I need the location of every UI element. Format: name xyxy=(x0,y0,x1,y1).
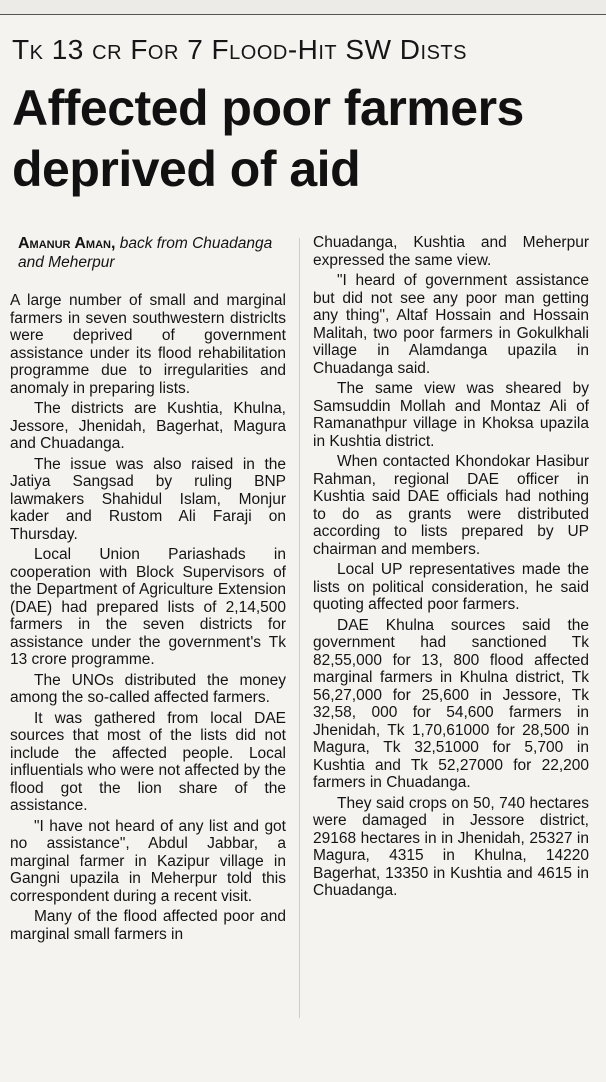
paragraph: They said crops on 50, 740 hectares were damaged in Jessore district, 29168 hectares in in Jhenidah, 25327 in Magura, 4315 in Khulna, 14220 Bagerhat, 13350 in Kushtia and 4615 in Chuadanga. xyxy=(313,794,589,899)
page-top-rule xyxy=(0,0,606,15)
paragraph: The same view was sheared by Samsuddin Mollah and Montaz Ali of Ramanathpur village in Khoksa upazila in Kushtia district. xyxy=(313,380,589,450)
paragraph: "I heard of government assistance but did not see any poor man getting any thing", Altaf Hossain and Hossain Malitah, two poor farmers in Gokulkhali village in Alamdanga upazila in Chuadanga said. xyxy=(313,272,589,377)
byline xyxy=(10,234,286,272)
main-headline xyxy=(12,78,602,200)
paragraph: The districts are Kushtia, Khulna, Jessore, Jhenidah, Bagerhat, Magura and Chuadanga. xyxy=(10,400,286,452)
paragraph: It was gathered from local DAE sources that most of the lists did not include the affected people. Local influentials who were not affected by the flood got the lion share of the assistance. xyxy=(10,709,286,814)
byline-location: back from Chuadanga and Meherpur xyxy=(18,235,273,271)
paragraph: DAE Khulna sources said the government had sanctioned Tk 82,55,000 for 13, 800 flood affected marginal farmers in Khulna district, Tk 56,27,000 for 25,600 in Jessore, Tk 32,58, 000 for 54,600 farmers in Jhenidah, Tk 1,70,61000 for 28,500 in Magura, Tk 32,51000 for 5,700 in Kushtia and Tk 52,27000 for 22,200 farmers in Chuadanga. xyxy=(313,616,589,791)
paragraph: The UNOs distributed the money among the so-called affected farmers. xyxy=(10,671,286,706)
article-column-right xyxy=(313,234,589,903)
paragraph: Local UP representatives made the lists on political consideration, he said quoting affected poor farmers. xyxy=(313,561,589,613)
article-column-left xyxy=(10,234,286,946)
paragraph: A large number of small and marginal farmers in seven southwestern districlts were deprived of government assistance under its flood rehabilitation programme due to irregularities and anomaly in preparing lists. xyxy=(10,292,286,397)
paragraph: When contacted Khondokar Hasibur Rahman, regional DAE officer in Kushtia said DAE officials had nothing to do as grants were distributed according to lists prepared by UP chairman and members. xyxy=(313,453,589,558)
column-divider xyxy=(299,238,300,1018)
headline-line-1: Affected poor farmers xyxy=(12,80,524,136)
paragraph: "I have not heard of any list and got no assistance", Abdul Jabbar, a marginal farmer in Kazipur village in Gangni upazila in Meherpur told this correspondent during a recent visit. xyxy=(10,817,286,905)
paragraph: Local Union Pariashads in cooperation with Block Supervisors of the Department of Agriculture Extension (DAE) had prepared lists of 2,14,500 farmers in the seven districts for assistance under the government's Tk 13 crore programme. xyxy=(10,546,286,668)
headline-line-2: deprived of aid xyxy=(12,141,361,197)
kicker-headline: Tk 13 cr For 7 Flood-Hit SW Dists xyxy=(12,34,467,65)
byline-author: Amanur Aman, xyxy=(18,235,116,252)
paragraph: Many of the flood affected poor and marginal small farmers in xyxy=(10,908,286,943)
paragraph: Chuadanga, Kushtia and Meherpur expressed the same view. xyxy=(313,234,589,269)
paragraph: The issue was also raised in the Jatiya Sangsad by ruling BNP lawmakers Shahidul Islam, Monjur kader and Rustom Ali Faraji on Thursday. xyxy=(10,455,286,543)
